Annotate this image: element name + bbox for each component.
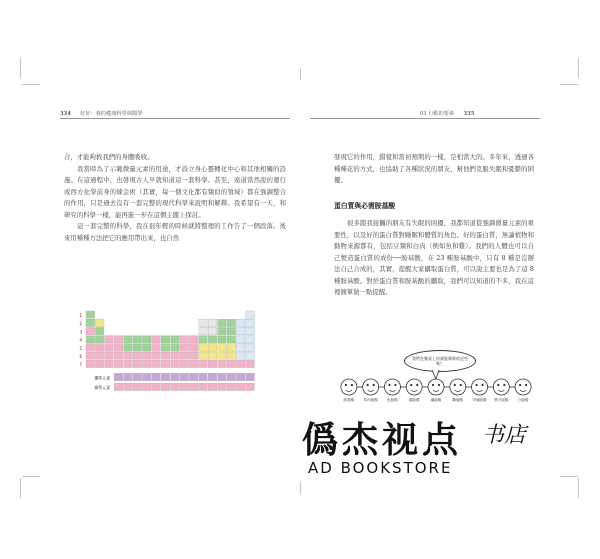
element-cell — [114, 383, 123, 390]
element-cell — [227, 327, 236, 334]
element-cell — [161, 373, 170, 380]
element-cell — [208, 319, 217, 326]
element-cell — [199, 360, 208, 367]
crop-mark — [22, 476, 40, 477]
element-cell — [199, 373, 208, 380]
crop-mark — [560, 84, 578, 85]
element-cell — [246, 311, 255, 318]
element-cell — [180, 373, 189, 380]
element-cell — [218, 360, 227, 367]
element-cell — [199, 327, 208, 334]
element-cell — [246, 344, 255, 351]
element-cell — [180, 360, 189, 367]
element-cell — [95, 319, 104, 326]
element-cell — [114, 352, 123, 359]
period-number: 5 — [79, 345, 82, 351]
element-cell — [246, 336, 255, 343]
element-cell — [124, 344, 133, 351]
left-page — [60, 100, 300, 420]
element-cell — [199, 336, 208, 343]
element-cell — [171, 344, 180, 351]
element-cell — [236, 344, 245, 351]
element-cell — [95, 336, 104, 343]
series-label: 錒系元素 — [94, 385, 111, 391]
cartoon-face — [428, 379, 444, 395]
element-cell — [208, 336, 217, 343]
element-cell — [161, 383, 170, 390]
element-cell — [152, 360, 161, 367]
element-cell — [199, 344, 208, 351]
periodic-table-figure — [66, 309, 262, 409]
element-cell — [114, 344, 123, 351]
element-cell — [86, 327, 95, 334]
watermark-logo-chinese-small: 书店 — [482, 423, 527, 448]
element-cell — [86, 319, 95, 326]
cartoon-face — [515, 379, 531, 395]
period-number: 4 — [79, 337, 82, 343]
element-cell — [218, 344, 227, 351]
element-cell — [227, 360, 236, 367]
element-cell — [86, 311, 95, 318]
element-cell — [246, 383, 255, 390]
watermark-logo-chinese: 僞杰视点 — [302, 420, 463, 461]
element-cell — [95, 344, 104, 351]
element-cell — [142, 373, 151, 380]
element-cell — [236, 360, 245, 367]
right-header — [420, 110, 474, 117]
period-number: 3 — [79, 329, 82, 335]
element-cell — [133, 383, 142, 390]
element-cell — [227, 344, 236, 351]
element-cell — [189, 373, 198, 380]
element-cell — [105, 336, 114, 343]
right-header-chapter: 03 行動的要素 — [420, 111, 455, 117]
element-cell — [124, 352, 133, 359]
element-cell — [114, 373, 123, 380]
paragraph: 這一套完整的科學，我在很年輕的時候就將整理的工作告了一個段落。後來用種種方法把它的應用帶出來，也自然 — [64, 222, 286, 242]
amino-acid-label: 白胺酸 — [517, 398, 529, 402]
element-cell — [218, 373, 227, 380]
element-cell — [199, 383, 208, 390]
element-cell — [124, 383, 133, 390]
cartoon-face — [472, 379, 488, 395]
amino-acid-label: 蘇胺酸 — [408, 398, 420, 402]
series-label: 鑭系元素 — [94, 375, 111, 381]
cartoon-face — [406, 379, 422, 395]
element-cell — [180, 336, 189, 343]
element-cell — [133, 360, 142, 367]
crop-mark — [20, 478, 21, 498]
element-cell — [161, 352, 170, 359]
face-eye — [410, 384, 412, 386]
face-eye — [416, 384, 418, 386]
element-cell — [114, 336, 123, 343]
element-cell — [218, 352, 227, 359]
element-cell — [161, 344, 170, 351]
element-cell — [142, 336, 151, 343]
element-cell — [105, 360, 114, 367]
speech-bubble: 我們在餐桌上你就能夠吸收這些嗎？ — [404, 350, 476, 372]
header-rule — [310, 118, 540, 119]
face-eye — [438, 384, 440, 386]
amino-acid-label: 色胺酸 — [387, 398, 398, 402]
cartoon-faces — [338, 376, 534, 412]
cartoon-face — [341, 379, 357, 395]
element-cell — [236, 352, 245, 359]
cartoon-face — [363, 379, 379, 395]
element-cell — [152, 344, 161, 351]
element-cell — [142, 344, 151, 351]
period-number: 2 — [79, 321, 82, 327]
element-cell — [246, 373, 255, 380]
element-cell — [142, 360, 151, 367]
crop-mark — [300, 482, 301, 494]
crop-mark — [578, 478, 579, 498]
element-cell — [86, 360, 95, 367]
face-eye — [519, 384, 521, 386]
crop-mark — [578, 58, 579, 78]
element-cell — [133, 352, 142, 359]
face-eye — [497, 384, 499, 386]
element-cell — [208, 352, 217, 359]
element-cell — [189, 383, 198, 390]
header-rule — [60, 118, 290, 119]
element-cell — [227, 373, 236, 380]
element-cell — [227, 336, 236, 343]
paragraph: 發現它的作用，錯覺和當初預期的一樣，是相當大的。多年來，透過各種種花的方式，也協助了各種狀況的朋友，幫他們克服失眠和憂鬱的困擾。 — [334, 153, 534, 184]
element-cell — [133, 373, 142, 380]
element-cell — [189, 336, 198, 343]
element-cell — [227, 319, 236, 326]
face-eye — [367, 384, 369, 386]
amino-acid-label: 胺基酸 — [343, 398, 355, 402]
element-cell — [105, 344, 114, 351]
face-eye — [351, 384, 353, 386]
right-page — [300, 100, 540, 420]
element-cell — [142, 383, 151, 390]
amino-acid-label: 異白胺酸 — [494, 398, 509, 402]
element-cell — [86, 336, 95, 343]
amino-acid-figure — [338, 350, 534, 412]
element-cell — [208, 327, 217, 334]
crop-mark — [560, 476, 578, 477]
paragraph: 合，才能夠救我們的身體吸收。 — [64, 153, 154, 161]
amino-acid-label: 苯丙胺酸 — [363, 398, 378, 402]
right-body-text-top — [334, 152, 534, 187]
element-cell — [180, 383, 189, 390]
face-eye — [394, 384, 396, 386]
element-cell — [189, 360, 198, 367]
element-cell — [208, 344, 217, 351]
element-cell — [152, 336, 161, 343]
amino-acid-label: 纈胺酸 — [430, 398, 442, 402]
left-body-text — [64, 152, 286, 244]
book-spread — [60, 100, 540, 420]
element-cell — [189, 344, 198, 351]
amino-acid-label: 甲硫胺酸 — [472, 398, 487, 402]
face-eye — [481, 384, 483, 386]
element-cell — [124, 360, 133, 367]
face-eye — [525, 384, 527, 386]
face-eye — [373, 384, 375, 386]
section-subhead: 蛋白質與必需胺基酸 — [334, 202, 396, 210]
watermark-logo-english: AD BOOKSTORE — [308, 459, 453, 477]
element-cell — [218, 319, 227, 326]
element-cell — [86, 352, 95, 359]
element-cell — [95, 360, 104, 367]
element-cell — [246, 327, 255, 334]
element-cell — [236, 373, 245, 380]
element-cell — [171, 336, 180, 343]
element-cell — [124, 373, 133, 380]
element-cell — [152, 373, 161, 380]
face-eye — [460, 384, 462, 386]
element-cell — [152, 383, 161, 390]
element-cell — [95, 327, 104, 334]
period-number: 1 — [79, 313, 82, 318]
element-cell — [142, 352, 151, 359]
paragraph: 我當時為了示範微量元素的用途，才設立身心靈轉化中心和其他相關的設施。在這過程中，也發現古人早就知道這一套科學。甚至，遠道當然說的運行或西方化學前身的煉金術（其實，每一個文化都有類似的領域）都在強調整合的作用，只是過去沒有一套完整的現代科學來說明和解釋。我希望有一天，和研究的科學一樣，能再進一步在這個主題上探討。 — [64, 164, 286, 219]
element-cell — [161, 360, 170, 367]
element-cell — [208, 373, 217, 380]
element-cell — [171, 360, 180, 367]
face-eye — [503, 384, 505, 386]
element-cell — [105, 352, 114, 359]
face-eye — [454, 384, 456, 386]
element-cell — [171, 352, 180, 359]
element-cell — [236, 336, 245, 343]
cartoon-face — [384, 379, 400, 395]
element-cell — [152, 352, 161, 359]
element-cell — [218, 383, 227, 390]
element-cell — [133, 344, 142, 351]
element-cell — [218, 336, 227, 343]
left-header — [60, 110, 142, 117]
element-cell — [227, 383, 236, 390]
element-cell — [171, 373, 180, 380]
element-cell — [236, 319, 245, 326]
element-cell — [114, 360, 123, 367]
face-eye — [345, 384, 347, 386]
element-cell — [199, 319, 208, 326]
element-cell — [161, 336, 170, 343]
element-cell — [208, 360, 217, 367]
element-cell — [246, 319, 255, 326]
element-cell — [199, 352, 208, 359]
element-cell — [86, 344, 95, 351]
element-cell — [95, 352, 104, 359]
cartoon-face — [493, 379, 509, 395]
element-cell — [180, 352, 189, 359]
element-cell — [171, 383, 180, 390]
crop-mark — [300, 68, 301, 80]
amino-acid-label: 離胺酸 — [452, 398, 464, 402]
period-number: 7 — [79, 362, 82, 368]
cartoon-face — [450, 379, 466, 395]
element-cell — [189, 352, 198, 359]
face-eye — [432, 384, 434, 386]
element-cell — [227, 352, 236, 359]
crop-mark — [22, 84, 40, 85]
face-eye — [388, 384, 390, 386]
face-eye — [475, 384, 477, 386]
element-cell — [236, 327, 245, 334]
element-cell — [208, 383, 217, 390]
element-cell — [236, 383, 245, 390]
left-page-number: 334 — [60, 111, 71, 117]
left-header-title: 好好：我的健康科學與醫學 — [80, 111, 143, 117]
paragraph: 很多跟我接觸的朋友有失眠的困擾，我都知道從強調微量元素的重要性，以及好的蛋白質對睡眠和體質的角色。好的蛋白質，無論植物和動物來源都有，包括豆類和白肉（例如魚和雞）。我們的人體也可以自己製造蛋白質的成份──胺基酸，在 23 種胺基酸中，只有 8 種是沒辦法自己合成的，其實，提醒大家攝取蛋白質，可以說主要也是為了這 8 種胺基酸。對於蛋白質和胺基酸的攝取，我們可以知道的不多，我在這裡簡單做一點提醒。 — [334, 219, 534, 296]
element-cell — [180, 344, 189, 351]
right-page-number: 335 — [463, 111, 475, 117]
element-cell — [246, 352, 255, 359]
element-cell — [133, 336, 142, 343]
right-body-text-bottom — [334, 218, 534, 299]
element-cell — [246, 360, 255, 367]
period-number: 6 — [79, 354, 82, 359]
element-cell — [218, 327, 227, 334]
element-cell — [124, 336, 133, 343]
crop-mark — [20, 58, 21, 78]
